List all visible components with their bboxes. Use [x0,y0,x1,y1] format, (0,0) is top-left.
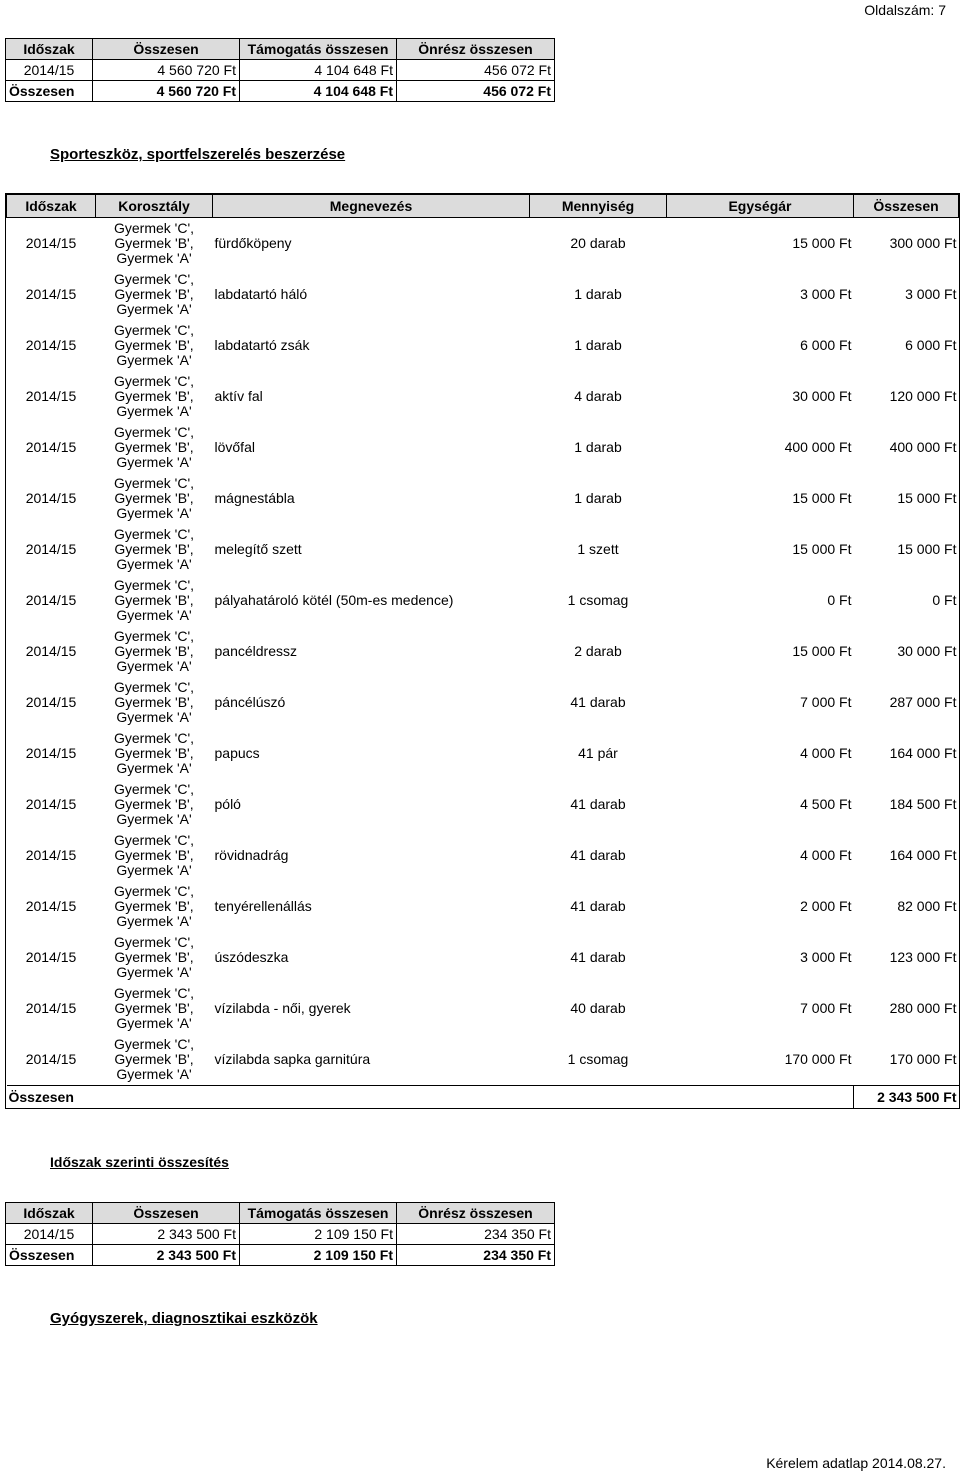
items-body [7,218,959,1109]
cell-name: páncélúszó [214,694,286,710]
col-header: Összesen [93,1203,240,1224]
table-row [6,1224,555,1245]
cell-qty: 4 darab [574,388,622,404]
age-group-line: Gyermek 'B', [114,796,194,812]
age-group-line: Gyermek 'B', [114,847,194,863]
cell-name: póló [214,796,241,812]
section-title: Időszak szerinti összesítés [50,1154,229,1170]
table-row [7,830,959,881]
age-group-cell [96,830,213,881]
age-group-cell [96,1034,213,1086]
cell: 2 109 150 Ft [240,1224,397,1245]
age-group-cell [96,218,213,270]
age-group-line: Gyermek 'C', [113,832,195,848]
table-row [7,473,959,524]
cell-period: 2014/15 [25,490,77,506]
age-group-line: Gyermek 'C', [113,475,195,491]
table-row [7,269,959,320]
cell-qty: 1 csomag [567,1051,629,1067]
age-group-cell [96,473,213,524]
cell-qty: 41 darab [570,694,626,710]
cell-name: tenyérellenállás [214,898,312,914]
col-header: Összesen [854,195,959,218]
table-row [7,932,959,983]
col-header: Időszak [6,1203,93,1224]
cell-name: lövőfal [214,439,255,455]
col-header: Támogatás összesen [240,1203,397,1224]
cell-period: 2014/15 [25,898,77,914]
age-group-line: Gyermek 'A' [116,301,192,317]
age-group-line: Gyermek 'C', [113,373,195,389]
cell-unit: 7 000 Ft [800,1000,852,1016]
cell-name: aktív fal [214,388,263,404]
cell-total: 6 000 Ft [905,337,957,353]
col-header: Mennyiség [530,195,667,218]
age-group-line: Gyermek 'A' [116,1015,192,1031]
table-row [7,728,959,779]
age-group-line: Gyermek 'A' [116,403,192,419]
cell-name: labdatartó zsák [214,337,310,353]
cell-name: fürdőköpeny [214,235,292,251]
age-group-line: Gyermek 'B', [114,439,194,455]
total-row [6,81,555,102]
cell-total: 30 000 Ft [897,643,957,659]
age-group-line: Gyermek 'B', [114,388,194,404]
cell-total: 120 000 Ft [889,388,957,404]
age-group-line: Gyermek 'A' [116,250,192,266]
age-group-line: Gyermek 'A' [116,964,192,980]
age-group-line: Gyermek 'C', [113,577,195,593]
table-row [7,677,959,728]
footer-text: Kérelem adatlap 2014.08.27. [766,1455,946,1471]
page-number: Oldalszám: 7 [864,2,946,18]
cell-total: 287 000 Ft [889,694,957,710]
section-title: Sporteszköz, sportfelszerelés beszerzése [50,146,346,163]
cell-total: 300 000 Ft [889,235,957,251]
age-group-line: Gyermek 'B', [114,541,194,557]
cell-total: 0 Ft [932,592,957,608]
cell: 4 560 720 Ft [93,81,240,102]
age-group-cell [96,524,213,575]
cell-total: 164 000 Ft [889,847,957,863]
cell-total: 15 000 Ft [897,541,957,557]
age-group-line: Gyermek 'C', [113,883,195,899]
cell-period: 2014/15 [25,796,77,812]
cell: 456 072 Ft [397,81,555,102]
cell-name: labdatartó háló [214,286,308,302]
col-header: Megnevezés [213,195,530,218]
cell-total: 123 000 Ft [889,949,957,965]
cell: 2 343 500 Ft [93,1224,240,1245]
age-group-line: Gyermek 'C', [113,985,195,1001]
cell-period: 2014/15 [25,949,77,965]
cell-unit: 4 000 Ft [800,745,852,761]
cell-qty: 1 darab [574,490,622,506]
cell-unit: 2 000 Ft [800,898,852,914]
table-row [7,983,959,1034]
age-group-line: Gyermek 'B', [114,745,194,761]
summary-table-2 [5,1202,555,1266]
cell-period: 2014/15 [25,286,77,302]
cell-period: 2014/15 [25,745,77,761]
cell-period: 2014/15 [25,388,77,404]
col-header: Önrész összesen [397,39,555,60]
age-group-line: Gyermek 'C', [113,526,195,542]
cell-total: 170 000 Ft [889,1051,957,1067]
age-group-line: Gyermek 'B', [114,286,194,302]
age-group-line: Gyermek 'C', [113,781,195,797]
age-group-line: Gyermek 'B', [114,1051,194,1067]
cell-unit: 15 000 Ft [792,490,852,506]
total-value: 2 343 500 Ft [854,1086,959,1109]
age-group-cell [96,422,213,473]
cell-period: 2014/15 [25,439,77,455]
age-group-line: Gyermek 'C', [113,679,195,695]
cell-qty: 2 darab [574,643,622,659]
cell-period: 2014/15 [25,643,77,659]
age-group-line: Gyermek 'B', [114,643,194,659]
cell-name: úszódeszka [214,949,289,965]
table-row [6,60,555,81]
cell-name: papucs [214,745,260,761]
cell: Összesen [6,1245,93,1266]
cell-qty: 41 darab [570,898,626,914]
cell-total: 3 000 Ft [905,286,957,302]
col-header: Önrész összesen [397,1203,555,1224]
table-row [7,626,959,677]
total-row [6,1245,555,1266]
age-group-cell [96,881,213,932]
cell-unit: 170 000 Ft [784,1051,852,1067]
age-group-line: Gyermek 'A' [116,352,192,368]
age-group-cell [96,728,213,779]
cell: 456 072 Ft [397,60,555,81]
age-group-cell [96,269,213,320]
cell-unit: 6 000 Ft [800,337,852,353]
cell-qty: 41 darab [570,796,626,812]
cell: 4 104 648 Ft [240,60,397,81]
cell-total: 184 500 Ft [889,796,957,812]
cell-unit: 15 000 Ft [792,235,852,251]
cell: 234 350 Ft [397,1245,555,1266]
cell-total: 82 000 Ft [897,898,957,914]
age-group-line: Gyermek 'B', [114,898,194,914]
age-group-line: Gyermek 'B', [114,694,194,710]
cell-qty: 41 pár [578,745,618,761]
age-group-line: Gyermek 'C', [113,628,195,644]
age-group-cell [96,575,213,626]
table-row [7,524,959,575]
age-group-line: Gyermek 'A' [116,505,192,521]
age-group-cell [96,320,213,371]
cell-period: 2014/15 [25,694,77,710]
cell-name: vízilabda sapka garnitúra [214,1051,371,1067]
cell-period: 2014/15 [25,235,77,251]
cell-period: 2014/15 [25,1051,77,1067]
age-group-line: Gyermek 'A' [116,607,192,623]
table-row [7,218,959,270]
cell: 2014/15 [6,60,93,81]
age-group-line: Gyermek 'B', [114,1000,194,1016]
cell-unit: 15 000 Ft [792,541,852,557]
cell-unit: 15 000 Ft [792,643,852,659]
cell-period: 2014/15 [25,541,77,557]
table-row [7,779,959,830]
section-title: Gyógyszerek, diagnosztikai eszközök [50,1310,318,1327]
cell-unit: 400 000 Ft [784,439,852,455]
age-group-line: Gyermek 'A' [116,760,192,776]
cell-total: 280 000 Ft [889,1000,957,1016]
age-group-cell [96,932,213,983]
cell-name: vízilabda - női, gyerek [214,1000,351,1016]
cell-qty: 1 darab [574,337,622,353]
col-header: Támogatás összesen [240,39,397,60]
age-group-cell [96,626,213,677]
cell-period: 2014/15 [25,1000,77,1016]
cell-unit: 4 500 Ft [800,796,852,812]
col-header: Korosztály [96,195,213,218]
table-row [7,371,959,422]
table-row [7,1034,959,1086]
cell-unit: 3 000 Ft [800,949,852,965]
age-group-line: Gyermek 'B', [114,949,194,965]
age-group-line: Gyermek 'A' [116,556,192,572]
cell-qty: 20 darab [570,235,626,251]
cell-qty: 1 darab [574,439,622,455]
age-group-line: Gyermek 'A' [116,862,192,878]
cell: 234 350 Ft [397,1224,555,1245]
cell-total: 15 000 Ft [897,490,957,506]
cell-unit: 4 000 Ft [800,847,852,863]
cell-qty: 1 darab [574,286,622,302]
age-group-cell [96,983,213,1034]
cell-qty: 41 darab [570,847,626,863]
col-header: Összesen [93,39,240,60]
cell-unit: 30 000 Ft [792,388,852,404]
age-group-line: Gyermek 'C', [113,730,195,746]
total-row [7,1086,959,1109]
items-table [6,194,959,1108]
cell-unit: 3 000 Ft [800,286,852,302]
age-group-line: Gyermek 'A' [116,811,192,827]
age-group-line: Gyermek 'C', [113,934,195,950]
table-row [7,575,959,626]
cell: 4 560 720 Ft [93,60,240,81]
age-group-line: Gyermek 'B', [114,235,194,251]
col-header: Időszak [6,39,93,60]
cell: 2 109 150 Ft [240,1245,397,1266]
cell-name: pályahatároló kötél (50m-es medence) [214,592,454,608]
age-group-line: Gyermek 'B', [114,592,194,608]
cell-qty: 1 szett [577,541,619,557]
table-row [7,422,959,473]
cell: Összesen [6,81,93,102]
table-row [7,881,959,932]
cell-period: 2014/15 [25,847,77,863]
cell-total: 400 000 Ft [889,439,957,455]
cell: 4 104 648 Ft [240,81,397,102]
cell-unit: 0 Ft [827,592,852,608]
items-table-wrapper [5,193,960,1109]
cell-name: pancéldressz [214,643,297,659]
age-group-cell [96,779,213,830]
col-header: Időszak [7,195,96,218]
age-group-line: Gyermek 'C', [113,271,195,287]
age-group-cell [96,371,213,422]
age-group-line: Gyermek 'B', [114,490,194,506]
cell-name: melegítő szett [214,541,302,557]
cell-qty: 1 csomag [567,592,629,608]
age-group-cell [96,677,213,728]
age-group-line: Gyermek 'B', [114,337,194,353]
cell-name: rövidnadrág [214,847,289,863]
cell-qty: 41 darab [570,949,626,965]
cell-qty: 40 darab [570,1000,626,1016]
table-row [7,320,959,371]
age-group-line: Gyermek 'A' [116,709,192,725]
cell-name: mágnestábla [214,490,295,506]
age-group-line: Gyermek 'C', [113,322,195,338]
age-group-line: Gyermek 'C', [113,220,195,236]
cell-unit: 7 000 Ft [800,694,852,710]
cell: 2014/15 [6,1224,93,1245]
summary-table-1 [5,38,555,102]
age-group-line: Gyermek 'A' [116,1066,192,1082]
cell: 2 343 500 Ft [93,1245,240,1266]
age-group-line: Gyermek 'A' [116,454,192,470]
cell-total: 164 000 Ft [889,745,957,761]
cell-period: 2014/15 [25,592,77,608]
age-group-line: Gyermek 'C', [113,1036,195,1052]
cell-period: 2014/15 [25,337,77,353]
age-group-line: Gyermek 'A' [116,913,192,929]
total-label: Összesen [7,1086,854,1109]
age-group-line: Gyermek 'A' [116,658,192,674]
col-header: Egységár [667,195,854,218]
age-group-line: Gyermek 'C', [113,424,195,440]
